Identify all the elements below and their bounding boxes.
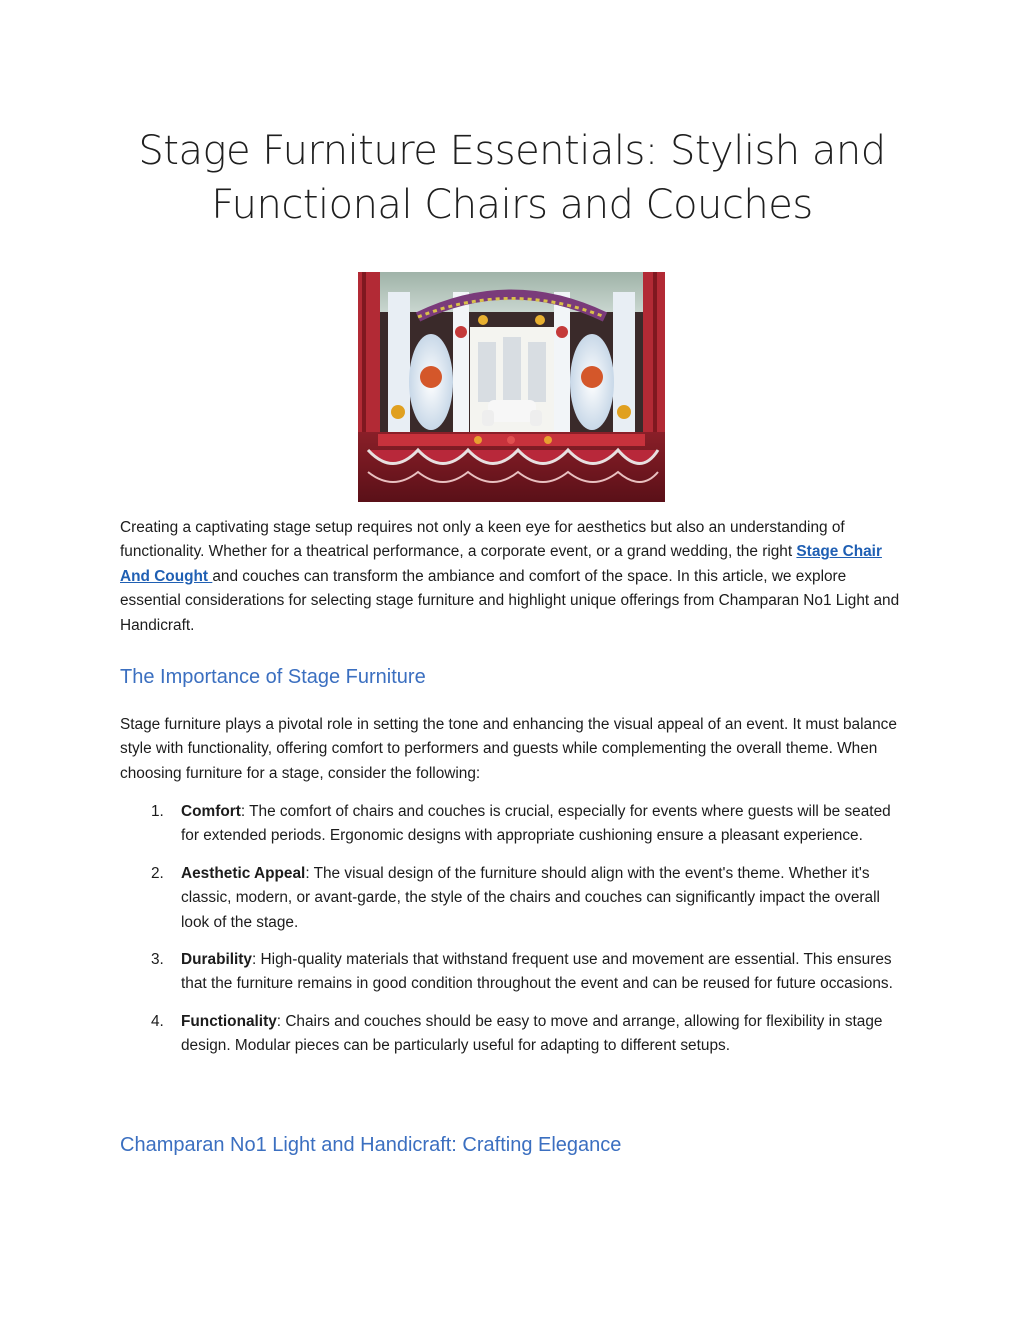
list-item [120, 862, 910, 935]
list-item [120, 1010, 910, 1059]
intro-text-start: Creating a captivating stage setup requires not only a keen eye for aesthetics but also an understanding of functionality. Whether for a theatrical performance, a corporate event, or a grand wedding, the right [120, 519, 845, 561]
list-text: : The visual design of the furniture should align with the event's theme. Whether it's classic, modern, or avant-garde, the style of the chairs and couches can significantly impact the overall look of the stage. [181, 864, 880, 931]
stage-photo [358, 272, 665, 502]
intro-paragraph [120, 516, 910, 638]
section-heading-champaran: Champaran No1 Light and Handicraft: Crafting Elegance [120, 1134, 622, 1156]
intro-text-end: and couches can transform the ambiance and comfort of the space. In this article, we explore essential considerations for selecting stage furniture and highlight unique offerings from Champaran No1 Light and Handicraft. [120, 567, 900, 634]
importance-paragraph: Stage furniture plays a pivotal role in setting the tone and enhancing the visual appeal of an event. It must balance style with functionality, offering comfort to performers and guests while complementing the overall theme. When choosing furniture for a stage, consider the following: [120, 716, 897, 782]
list-term: Aesthetic Appeal [181, 864, 306, 882]
list-item [120, 948, 910, 997]
list-number: 2. [151, 864, 164, 882]
list-term: Functionality [181, 1012, 277, 1030]
page-title: Stage Furniture Essentials: Stylish and Functional Chairs and Couches [138, 128, 886, 228]
list-term: Comfort [181, 803, 241, 820]
list-text: : Chairs and couches should be easy to move and arrange, allowing for flexibility in stage design. Modular pieces can be particularly useful for adapting to different setups. [181, 1012, 883, 1055]
list-number: 3. [151, 951, 164, 969]
section-heading-importance: The Importance of Stage Furniture [120, 666, 426, 688]
stage-chair-link[interactable]: Stage Chair And Cought [120, 543, 882, 585]
list-text: : High-quality materials that withstand frequent use and movement are essential. This ensures that the furniture remains in good condition throughout the event and can be reused for future occasions. [181, 951, 893, 993]
list-number: 1. [151, 803, 164, 820]
list-text: : The comfort of chairs and couches is crucial, especially for events where guests will be seated for extended periods. Ergonomic designs with appropriate cushioning ensure a pleasant experience. [181, 803, 891, 845]
considerations-list [120, 800, 910, 1072]
list-number: 4. [151, 1012, 164, 1030]
list-item [120, 800, 910, 849]
list-term: Durability [181, 951, 252, 969]
